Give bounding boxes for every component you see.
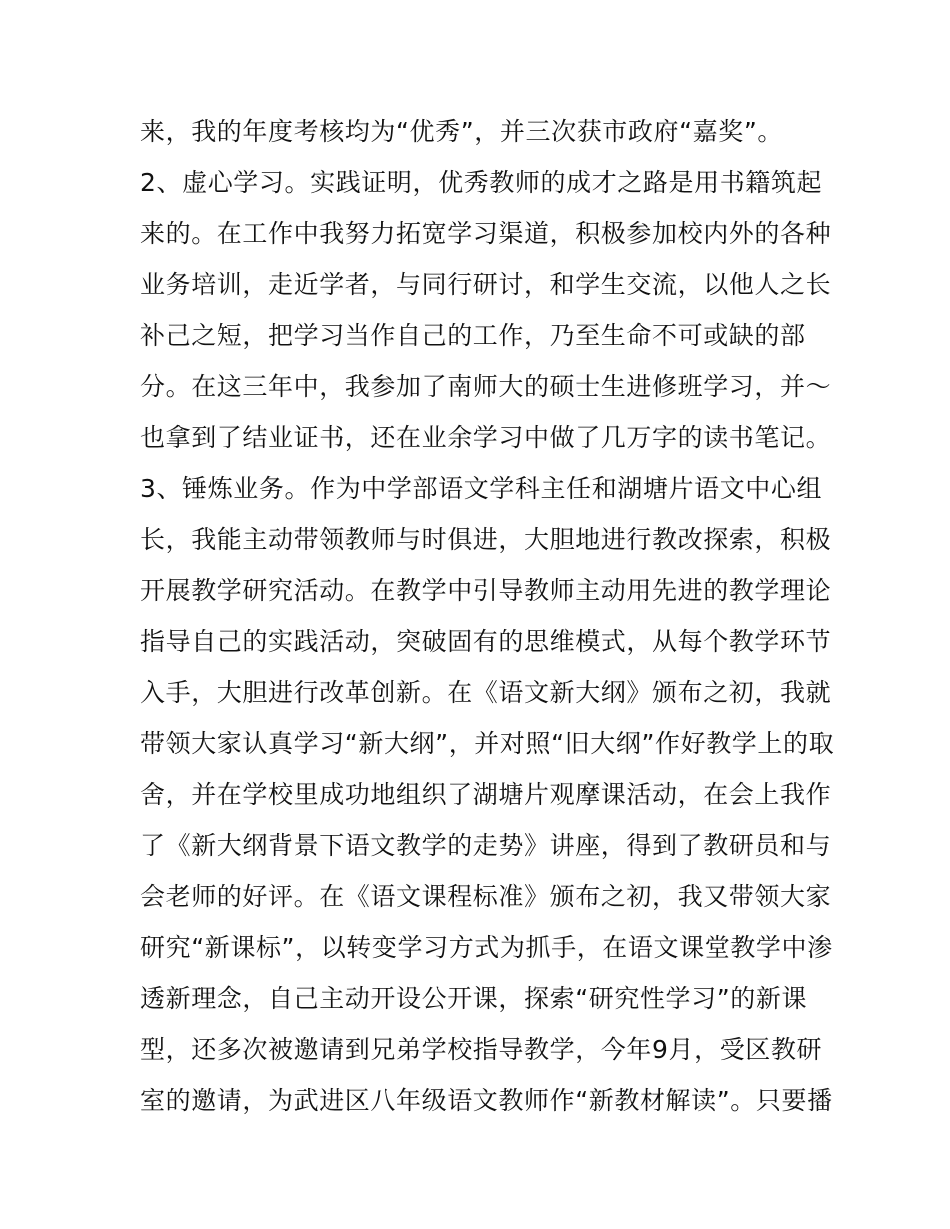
text-line: 舍，并在学校里成功地组织了湖塘片观摩课活动，在会上我作 xyxy=(140,780,832,809)
text-line: 透新理念，自己主动开设公开课，探索“研究性学习”的新课 xyxy=(140,984,808,1013)
text-line: 带领大家认真学习“新大纲”，并对照“旧大纲”作好教学上的取 xyxy=(140,729,835,758)
text-line: 补己之短，把学习当作自己的工作，乃至生命不可或缺的部 xyxy=(140,321,806,350)
text-line: 业务培训，走近学者，与同行研讨，和学生交流，以他人之长 xyxy=(140,270,832,299)
text-line: 型，还多次被邀请到兄弟学校指导教学，今年9月，受区教研 xyxy=(140,1035,823,1064)
text-line: 来的。在工作中我努力拓宽学习渠道，积极参加校内外的各种 xyxy=(140,219,832,248)
text-line: 室的邀请，为武进区八年级语文教师作“新教材解读”。只要播 xyxy=(140,1086,833,1115)
text-line: 2、虚心学习。实践证明，优秀教师的成才之路是用书籍筑起 xyxy=(140,168,823,197)
text-line: 长，我能主动带领教师与时俱进，大胆地进行教改探索，积极 xyxy=(140,525,832,554)
text-line: 分。在这三年中，我参加了南师大的硕士生进修班学习，并～ xyxy=(140,372,832,401)
text-line: 开展教学研究活动。在教学中引导教师主动用先进的教学理论 xyxy=(140,576,832,605)
text-line: 入手，大胆进行改革创新。在《语文新大纲》颁布之初，我就 xyxy=(140,678,832,707)
text-line: 会老师的好评。在《语文课程标准》颁布之初，我又带领大家 xyxy=(140,882,832,911)
text-line: 3、锤炼业务。作为中学部语文学科主任和湖塘片语文中心组 xyxy=(140,474,823,503)
text-line: 指导自己的实践活动，突破固有的思维模式，从每个教学环节 xyxy=(140,627,832,656)
text-line: 了《新大纲背景下语文教学的走势》讲座，得到了教研员和与 xyxy=(140,831,832,860)
text-line: 也拿到了结业证书，还在业余学习中做了几万字的读书笔记。 xyxy=(140,423,832,452)
text-line: 来，我的年度考核均为“优秀”，并三次获市政府“嘉奖”。 xyxy=(140,117,784,146)
text-line: 研究“新课标”，以转变学习方式为抓手，在语文课堂教学中渗 xyxy=(140,933,833,962)
body-text xyxy=(140,106,835,1126)
